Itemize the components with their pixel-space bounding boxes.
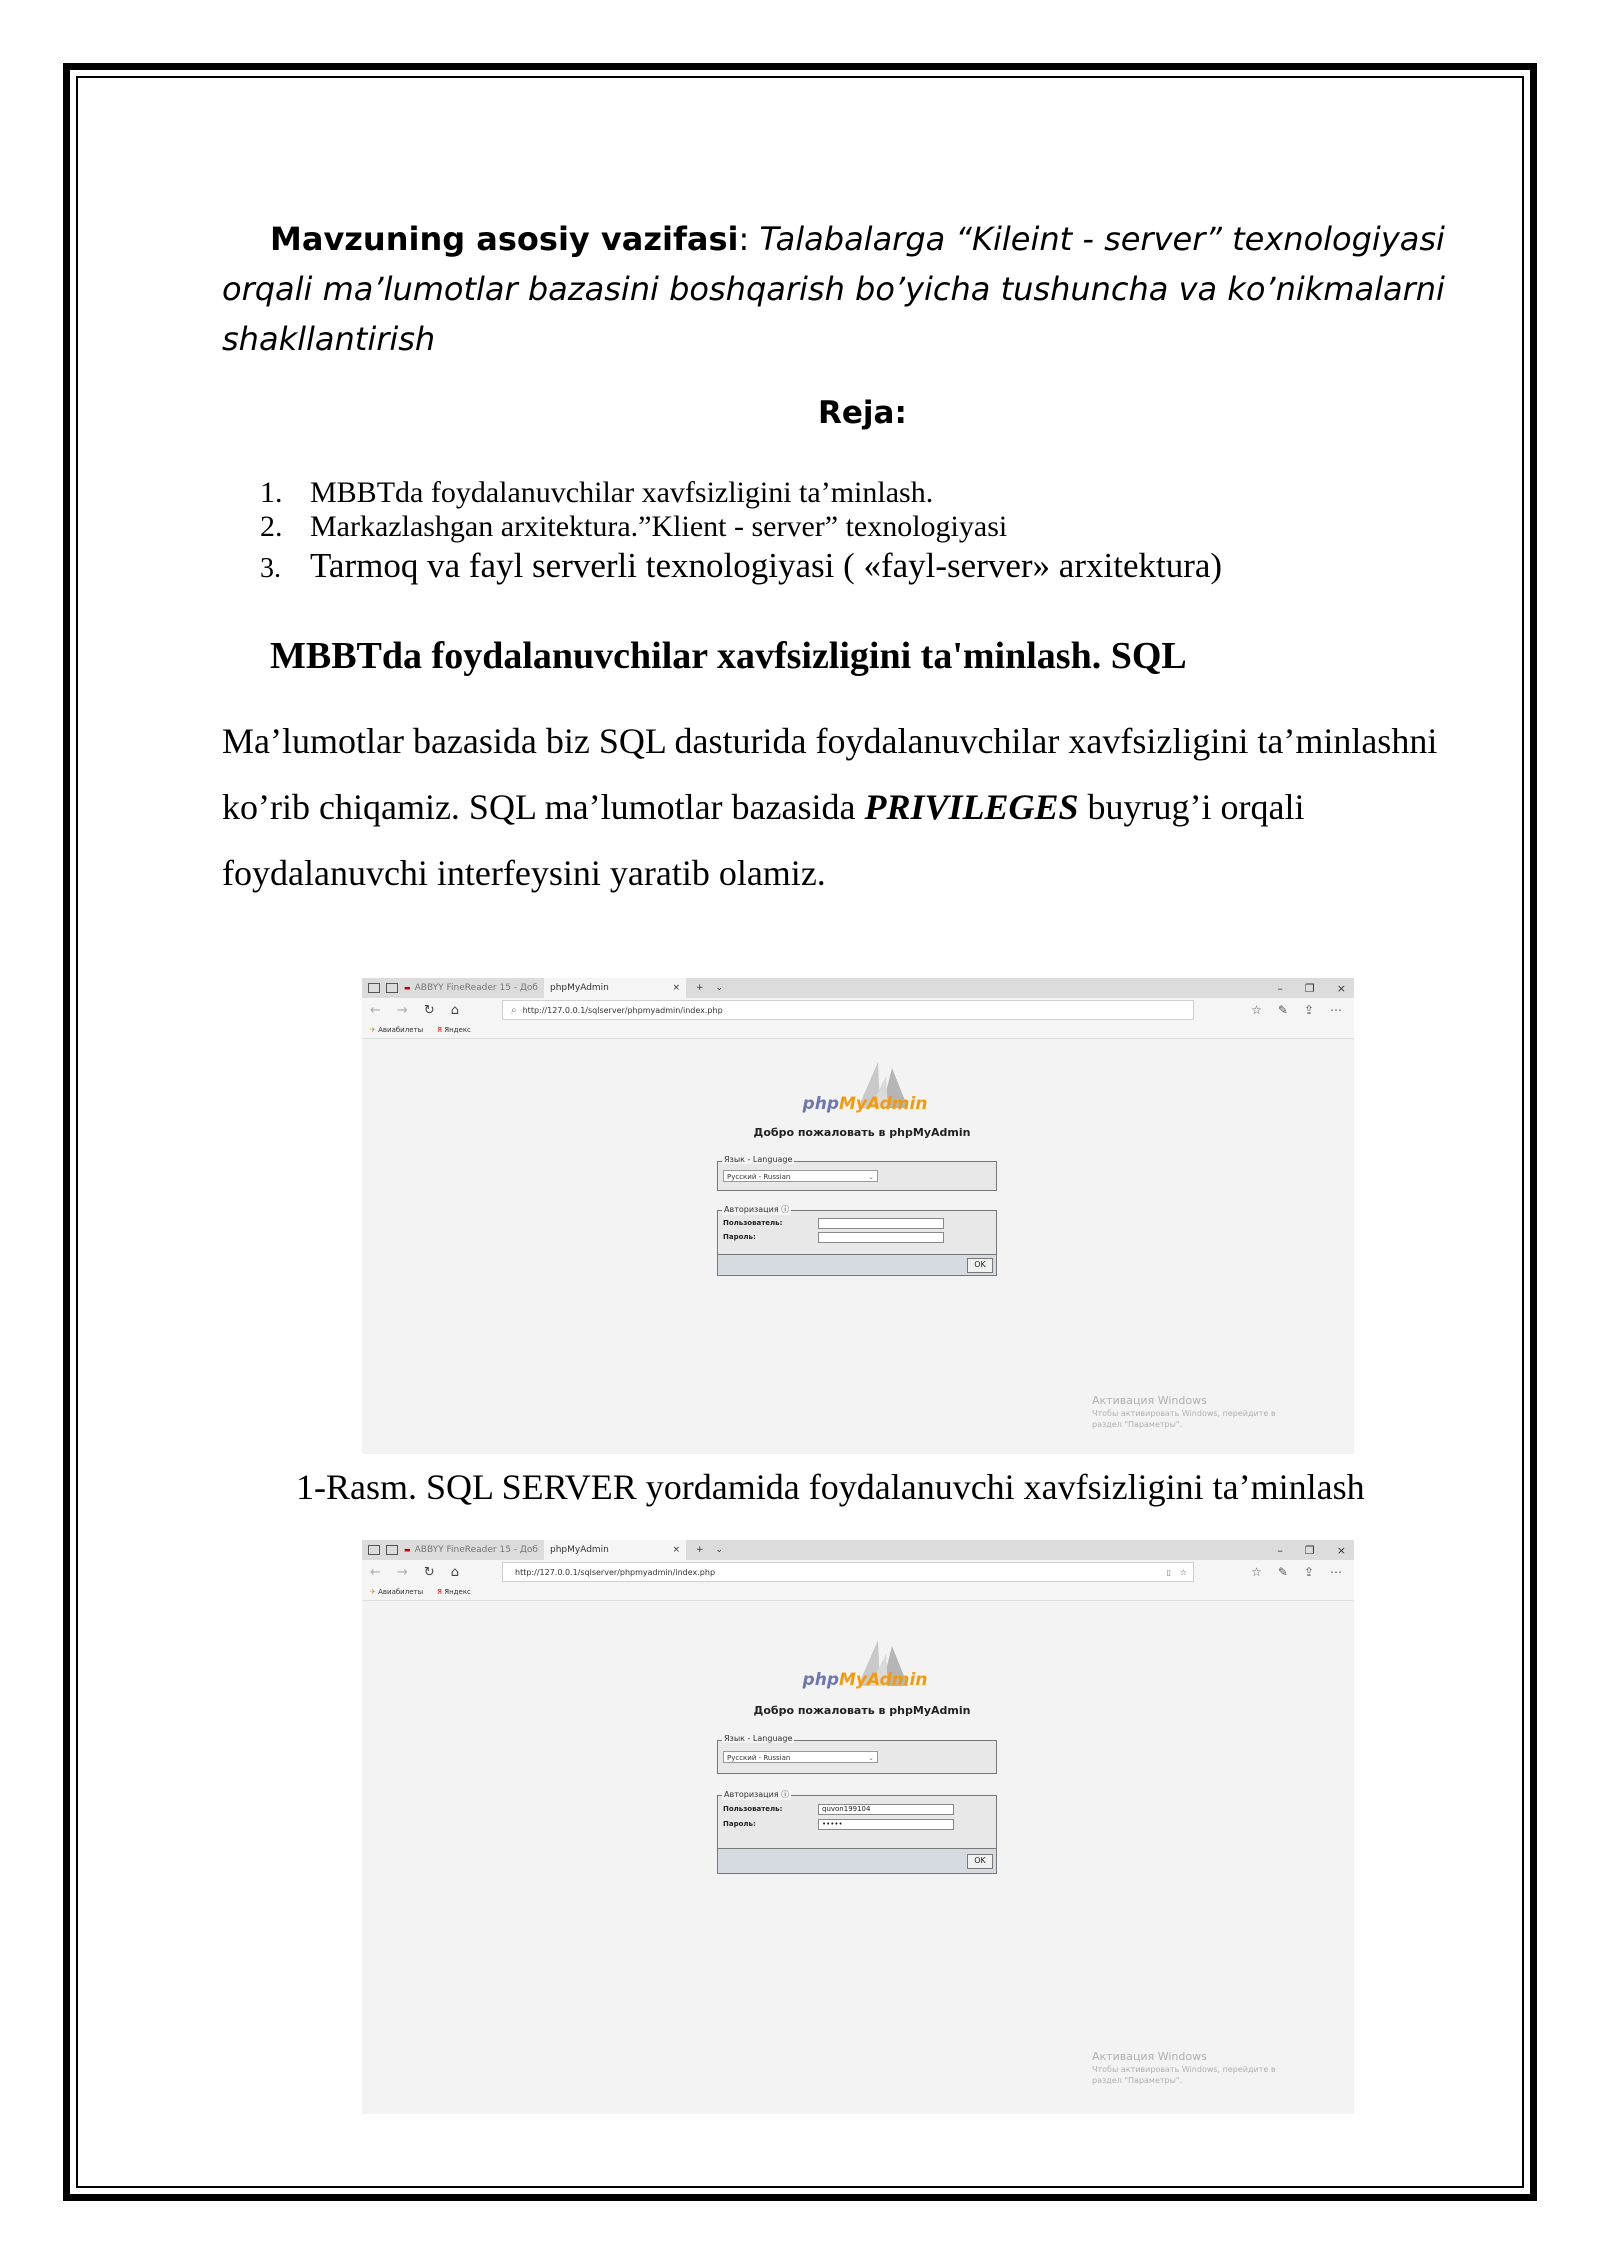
address-url: http://127.0.0.1/sqlserver/phpmyadmin/index.php <box>522 1005 723 1015</box>
forward-icon[interactable]: → <box>396 1564 408 1580</box>
intro-lead: Mavzuning asosiy vazifasi <box>270 220 739 258</box>
ok-button[interactable]: OK <box>967 1854 993 1869</box>
username-label: Пользователь: <box>723 1805 783 1813</box>
plan-item-text: MBBTda foydalanuvchilar xavfsizligini ta’minlash. <box>310 476 934 509</box>
fav-yandex[interactable] <box>437 1588 471 1596</box>
chevron-down-icon: ⌄ <box>868 1173 874 1181</box>
browser-toolbar <box>362 998 1354 1022</box>
star-icon[interactable]: ☆ <box>1179 1567 1187 1577</box>
share-icon[interactable]: ⇪ <box>1303 1565 1314 1579</box>
window-controls <box>1277 978 1346 998</box>
password-label: Пароль: <box>723 1233 756 1241</box>
browser-tab-bar <box>362 1540 1354 1560</box>
language-legend: Язык - Language <box>724 1734 793 1743</box>
logo-php: php <box>802 1094 839 1114</box>
address-bar[interactable] <box>502 1000 1194 1020</box>
plane-icon: ✈ <box>370 1588 376 1596</box>
ok-button[interactable]: OK <box>967 1258 993 1273</box>
intro-colon: : <box>738 220 760 258</box>
auth-fieldset <box>717 1790 997 1874</box>
favorites-icon[interactable]: ☆ <box>1251 1565 1262 1579</box>
language-fieldset <box>717 1155 997 1191</box>
activation-line: Чтобы активировать Windows, перейдите в <box>1092 1409 1276 1418</box>
chevron-down-icon[interactable]: ⌄ <box>715 1545 724 1555</box>
chevron-down-icon[interactable]: ⌄ <box>715 983 724 993</box>
language-value: Русский - Russian <box>727 1173 791 1181</box>
auth-fieldset <box>717 1205 997 1276</box>
pen-icon[interactable]: ✎ <box>1277 1565 1288 1579</box>
username-field[interactable]: quvon199104 <box>818 1804 954 1815</box>
back-icon[interactable]: ← <box>370 1564 381 1580</box>
plan-item <box>260 510 1222 544</box>
share-icon[interactable]: ⇪ <box>1303 1003 1314 1017</box>
auth-footer <box>718 1848 996 1873</box>
plan-list <box>260 476 1222 591</box>
address-bar[interactable] <box>502 1562 1194 1582</box>
chevron-down-icon: ⌄ <box>868 1754 874 1762</box>
fav-aviabilety[interactable] <box>370 1026 423 1034</box>
tab-abbyy[interactable] <box>398 978 544 998</box>
plan-item-text: Markazlashgan arxitektura.”Klient - server” texnologiyasi <box>310 510 1008 543</box>
plan-item-number: 1. <box>260 476 283 509</box>
logo-myadmin: MyAdmin <box>839 1670 928 1690</box>
intro-task: Talabalarga “Kileint - server” texnologiyasi orqali ma’lumotlar bazasini boshqarish bo’yicha tushuncha va ko’nikmalarni shakllantirish <box>222 220 1445 358</box>
plan-title: Reja: <box>818 395 907 431</box>
tab-label: ABBYY FineReader 15 - Доб <box>414 983 538 993</box>
yandex-icon: Я <box>437 1588 442 1596</box>
activation-line: раздел "Параметры". <box>1092 2076 1183 2085</box>
password-field[interactable] <box>818 1232 944 1243</box>
tab-phpmyadmin[interactable] <box>544 1540 686 1560</box>
fav-label: Авиабилеты <box>378 1026 424 1034</box>
abbyy-icon: ▬ <box>404 1546 411 1554</box>
window-controls <box>1277 1540 1346 1560</box>
body-paragraph <box>222 708 1482 906</box>
tab-abbyy[interactable] <box>398 1540 544 1560</box>
paragraph-keyword: PRIVILEGES <box>864 787 1079 827</box>
tab-aside-icon[interactable] <box>386 1545 398 1555</box>
auth-footer <box>718 1254 996 1275</box>
more-icon[interactable]: ⋯ <box>1330 1003 1342 1017</box>
welcome-text: Добро пожаловать в phpMyAdmin <box>753 1704 971 1717</box>
fav-aviabilety[interactable] <box>370 1588 423 1596</box>
username-field[interactable] <box>818 1218 944 1229</box>
activation-line: раздел "Параметры". <box>1092 1420 1183 1429</box>
maximize-icon[interactable]: ❐ <box>1304 981 1315 995</box>
password-label: Пароль: <box>723 1820 756 1828</box>
fav-label: Яндекс <box>444 1026 471 1034</box>
intro-paragraph <box>222 214 1462 364</box>
logo-myadmin: MyAdmin <box>839 1094 928 1114</box>
tab-close-icon[interactable]: × <box>672 983 680 993</box>
toolbar-actions <box>1251 1565 1342 1579</box>
pen-icon[interactable]: ✎ <box>1277 1003 1288 1017</box>
home-icon[interactable]: ⌂ <box>450 1002 459 1018</box>
tab-actions-icon[interactable] <box>368 1545 380 1555</box>
forward-icon[interactable]: → <box>396 1002 408 1018</box>
fav-label: Авиабилеты <box>378 1588 424 1596</box>
activation-title: Активация Windows <box>1092 1394 1207 1407</box>
plan-item-number: 3. <box>260 553 281 584</box>
tab-actions-icon[interactable] <box>368 983 380 993</box>
back-icon[interactable]: ← <box>370 1002 381 1018</box>
logo-php: php <box>802 1670 839 1690</box>
phpmyadmin-logo <box>795 1094 935 1114</box>
browser-toolbar <box>362 1560 1354 1584</box>
plane-icon: ✈ <box>370 1026 376 1034</box>
home-icon[interactable]: ⌂ <box>450 1564 459 1580</box>
new-tab-icon[interactable]: + <box>695 983 704 993</box>
close-icon[interactable]: × <box>1336 1543 1346 1557</box>
close-icon[interactable]: × <box>1336 981 1346 995</box>
new-tab-icon[interactable]: + <box>695 1545 704 1555</box>
activation-title: Активация Windows <box>1092 2050 1207 2063</box>
minimize-icon[interactable]: – <box>1277 981 1283 995</box>
search-icon: ⌕ <box>511 1004 517 1016</box>
favorites-bar <box>362 1022 1354 1039</box>
tab-label: phpMyAdmin <box>549 983 609 993</box>
yandex-icon: Я <box>437 1026 442 1034</box>
language-select[interactable] <box>723 1751 878 1763</box>
phpmyadmin-screenshot-empty <box>362 978 1354 1454</box>
figure-caption: 1-Rasm. SQL SERVER yordamida foydalanuvchi xavfsizligini ta’minlash <box>296 1467 1365 1507</box>
activation-line: Чтобы активировать Windows, перейдите в <box>1092 2065 1276 2074</box>
username-label: Пользователь: <box>723 1219 783 1227</box>
reading-view-icon[interactable]: ▯ <box>1166 1567 1171 1577</box>
plan-item <box>260 544 1222 591</box>
fav-yandex[interactable] <box>437 1026 471 1034</box>
language-select[interactable] <box>723 1170 878 1182</box>
language-value: Русский - Russian <box>727 1754 791 1762</box>
phpmyadmin-logo <box>795 1670 935 1690</box>
tab-label: phpMyAdmin <box>549 1545 609 1555</box>
plan-item <box>260 476 1222 510</box>
refresh-icon[interactable]: ↻ <box>423 1002 435 1018</box>
nav-buttons <box>370 1003 480 1018</box>
refresh-icon[interactable]: ↻ <box>423 1564 435 1580</box>
fav-label: Яндекс <box>444 1588 471 1596</box>
phpmyadmin-screenshot-filled <box>362 1540 1354 2114</box>
welcome-text: Добро пожаловать в phpMyAdmin <box>753 1126 971 1139</box>
language-fieldset <box>717 1734 997 1774</box>
auth-legend: Авторизация ⓘ <box>724 1790 790 1799</box>
maximize-icon[interactable]: ❐ <box>1304 1543 1315 1557</box>
section-heading: MBBTda foydalanuvchilar xavfsizligini ta'minlash. SQL <box>270 635 1187 677</box>
abbyy-icon: ▬ <box>404 984 411 992</box>
browser-tab-bar <box>362 978 1354 998</box>
more-icon[interactable]: ⋯ <box>1330 1565 1342 1579</box>
favorites-icon[interactable]: ☆ <box>1251 1003 1262 1017</box>
windows-activation-watermark <box>1092 2050 1276 2086</box>
plan-item-text: Tarmoq va fayl serverli texnologiyasi ( «fayl-server» arxitektura) <box>310 546 1223 585</box>
language-legend: Язык - Language <box>724 1155 793 1164</box>
favorites-bar <box>362 1584 1354 1601</box>
tab-phpmyadmin[interactable] <box>544 978 686 998</box>
minimize-icon[interactable]: – <box>1277 1543 1283 1557</box>
paragraph-text: Ma’lumotlar bazasida biz SQL dasturida foydalanuvchilar xavfsizligini ta’minlashni ko’rib chiqamiz. SQL ma’lumotlar bazasida <box>222 721 1438 827</box>
tab-label: ABBYY FineReader 15 - Доб <box>414 1545 538 1555</box>
auth-legend: Авторизация ⓘ <box>724 1205 790 1214</box>
paragraph-text: buyrug’i orqali foydalanuvchi interfeysini yaratib olamiz. <box>222 787 1305 893</box>
password-field[interactable]: ••••• <box>818 1819 954 1830</box>
address-url: http://127.0.0.1/sqlserver/phpmyadmin/index.php <box>515 1567 716 1577</box>
nav-buttons <box>370 1565 480 1580</box>
tab-aside-icon[interactable] <box>386 983 398 993</box>
tab-close-icon[interactable]: × <box>672 1545 680 1555</box>
plan-item-number: 2. <box>260 510 283 543</box>
toolbar-actions <box>1251 1003 1342 1017</box>
windows-activation-watermark <box>1092 1394 1276 1430</box>
